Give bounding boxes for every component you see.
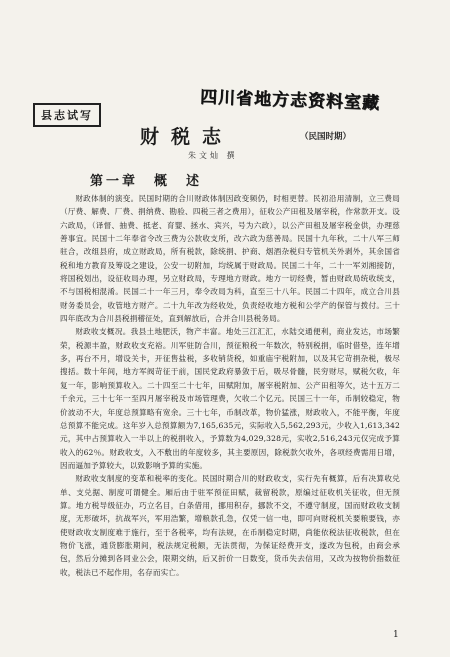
paragraph: 财政收支制度的变革和税率的变化。民国时期合川的财政收支，实行先有概算，后有决算收兑单、支兑据、制度可谓健全。厢后由于驻军预征田赋，裁留税款，原编过征收机关征收，但无预算。地方税导级征办，巧立名目，白条借用，挪用积存，挪款不交，不遵守制度，国而财政收支制度，无形破坏，抗战军兴，军用浩繁，增粮款孔急，仅凭一信一电，即可向财税机关要粮要钱，亦使财政收支制度难于施行，至于各税率，均有法规，在币制稳定时期，尚能依税法征收税款，但在物价飞涨，通货膨胀期间，税法规定税额，无法贯彻，为保证经费开支，遂改为包税，由商会承包，然后分摊到各同业公会，限期交纳，后又折价一日数变，货币失去信用，又改为按物价指数征收，税法已不起作用，名存而实亡。 (60, 474, 400, 577)
paragraph: 财政收支概况。我县土地肥沃，物产丰富。地处三江汇汇，水陆交通便利，商业发达，市场繁荣，税源丰盈，财政收支充裕。川军驻防合川，预征粮税一年数次，特别税捐，临时借垫，连年增多，再台不月，增设关卡，开征售盐税，多收销货税，如重庙宇税附加，以及其它苛捐杂税，极尽搜括。数十年间，地方军阀苛征于前，国民党政府暴敛于后，吸尽骨髓，民穷财尽，赋税欠收，年复一年，影响预算收入。二十四至二十七年，田赋附加，屠宰税附加、公产田租等欠，达十五万二千余元，三十七年一至四月屠宰税及市场管理费，欠收二个亿元。民国三十一年，币制较稳定，物价波动不大，年度总预算略有宽余。三十七年，币制改革，物价猛涨，财政收入，不能平衡，年度总预算不能完成。这年岁入总预算额为7,165,635元，实际收入5,562,293元，少收入1,613,342元，其中占预算收入一半以上的税捐收入，予算数为4,029,328元，实收2,516,243元仅完成予算收入的62％。财政收支，入不敷出的年度较多，其主要原因，除税款欠收外，各项经费需用日增，因而逼加予算较大，以致影响予算的实施。 (60, 327, 400, 470)
page-number: 1 (393, 630, 399, 640)
chapter-heading: 第一章 概 述 (90, 174, 203, 189)
county-gazetteer-draft-label: 县志试写 (33, 103, 101, 127)
paragraph: 财政体制的演变。民国时期的合川财政体制因政变频仍，时相更替。民初沿用清制，立三费局（厅费、解费、厂费、捐纳费、勘验、四税三者之费用），征收公产田租及屠宰税，作常款开支。设六政局，（译督、抽费、抵老、育婴、拯水、宾兴，号为六政），以公产田租及屠宰税金供，办理慈善事宜。民国十二年奉省令改三费为公款收支所，改六政为慈善局。民国十九年秋，二十八军三师驻合，改组县府，成立财政局，所有税款，除统捐、护商、烟酒杂税归专管机关外剥外，其余国省税和地方教育及筹设之建设，公安一切附加，均统属于财政局。民国二十年，二十一军刘湘接防，将国税划出，设征收局办理，另立财政局，专理地方财政。地方一切经费，暂由财政局统收统支，不与国税相混淆。民国二十一年三月，奉令改局为科，直至三十八年。民国二十四年，成立合川县财务委员会，收管地方财产。二十九年改为经收处，负责经收地方税和公学产的保管与拨付。三十四年底改为合川县税捐稽征处，直到解放后，合并合川县税务局。 (60, 194, 400, 324)
body-text (60, 192, 400, 579)
library-seal-stamp (199, 74, 410, 125)
seal-text: 四川省地方志资料室藏 (199, 87, 381, 114)
author-line: 朱文灿 撰 (188, 151, 238, 160)
document-title: 财税志 (140, 126, 234, 148)
document-subtitle: （民国时期） (300, 132, 352, 142)
